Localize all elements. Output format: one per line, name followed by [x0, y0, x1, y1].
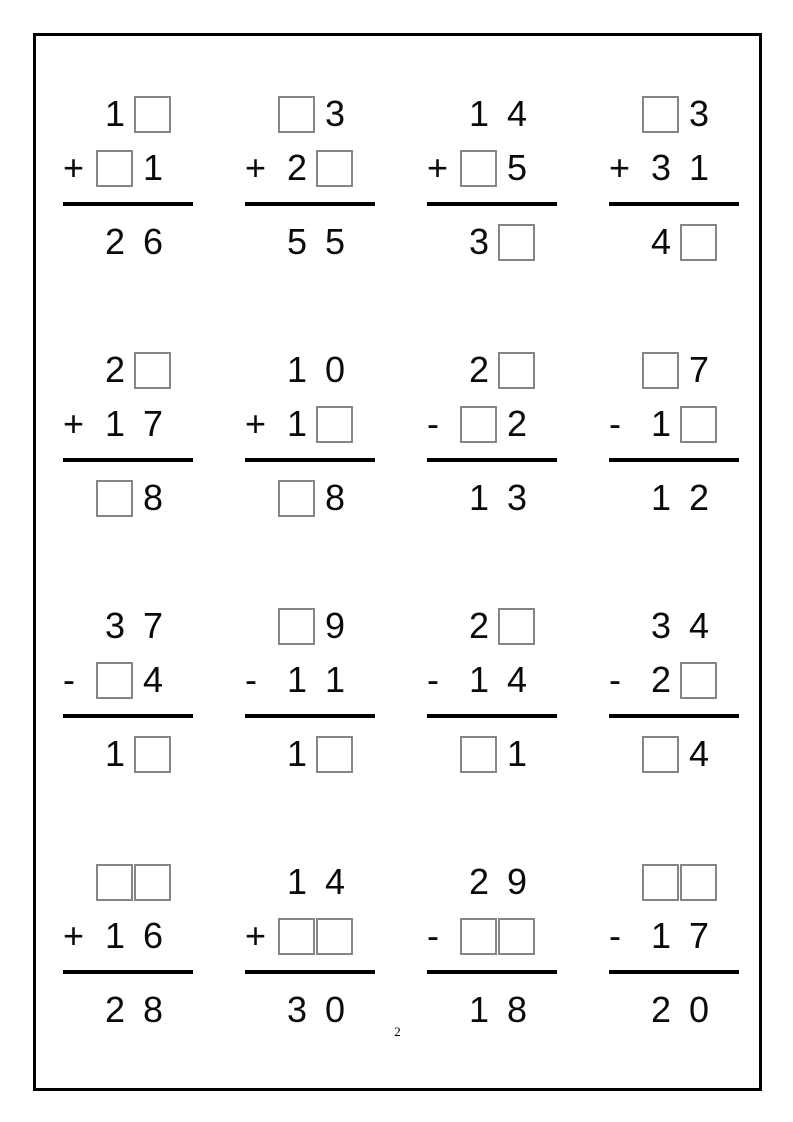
equals-line — [245, 970, 375, 974]
digit: 7 — [688, 349, 710, 390]
digit: 2 — [286, 147, 308, 188]
equals-line — [63, 714, 193, 718]
math-problem — [427, 94, 557, 264]
blank-answer-box[interactable] — [498, 352, 535, 389]
equals-line — [245, 458, 375, 462]
bottom-operand-row — [63, 404, 193, 444]
plus-operator: + — [245, 147, 267, 188]
blank-answer-box[interactable] — [316, 736, 353, 773]
digit: 2 — [104, 221, 126, 262]
math-problem — [245, 606, 375, 776]
digit: 3 — [688, 93, 710, 134]
blank-answer-box[interactable] — [460, 918, 497, 955]
digit: 2 — [650, 659, 672, 700]
top-operand-row — [245, 350, 375, 390]
blank-answer-box[interactable] — [316, 918, 353, 955]
bottom-operand-row — [609, 404, 739, 444]
result-row — [245, 222, 375, 262]
digit: 2 — [104, 989, 126, 1030]
plus-operator: + — [245, 403, 267, 444]
digit: 3 — [506, 477, 528, 518]
blank-answer-box[interactable] — [498, 608, 535, 645]
blank-answer-box[interactable] — [642, 864, 679, 901]
digit: 9 — [506, 861, 528, 902]
top-operand-row — [427, 350, 557, 390]
equals-line — [609, 458, 739, 462]
digit: 3 — [650, 605, 672, 646]
digit: 8 — [142, 989, 164, 1030]
result-row — [609, 478, 739, 518]
top-operand-row — [63, 606, 193, 646]
blank-answer-box[interactable] — [134, 96, 171, 133]
digit: 1 — [286, 733, 308, 774]
digit: 2 — [468, 605, 490, 646]
result-row — [609, 222, 739, 262]
math-problem — [609, 350, 739, 520]
bottom-operand-row — [609, 148, 739, 188]
blank-answer-box[interactable] — [498, 918, 535, 955]
plus-operator: + — [609, 147, 631, 188]
blank-answer-box[interactable] — [680, 406, 717, 443]
digit: 2 — [468, 861, 490, 902]
digit: 1 — [104, 915, 126, 956]
problems-grid — [63, 94, 739, 1032]
blank-answer-box[interactable] — [96, 480, 133, 517]
result-row — [63, 478, 193, 518]
minus-operator: - — [427, 659, 439, 700]
result-row — [427, 990, 557, 1030]
bottom-operand-row — [427, 660, 557, 700]
math-problem — [63, 350, 193, 520]
digit: 1 — [104, 93, 126, 134]
digit: 2 — [104, 349, 126, 390]
minus-operator: - — [609, 403, 621, 444]
blank-answer-box[interactable] — [316, 406, 353, 443]
digit: 1 — [286, 861, 308, 902]
result-row — [609, 990, 739, 1030]
blank-answer-box[interactable] — [278, 480, 315, 517]
bottom-operand-row — [63, 148, 193, 188]
blank-answer-box[interactable] — [460, 736, 497, 773]
result-row — [427, 478, 557, 518]
digit: 1 — [468, 659, 490, 700]
bottom-operand-row — [609, 916, 739, 956]
digit: 1 — [650, 915, 672, 956]
blank-answer-box[interactable] — [460, 406, 497, 443]
plus-operator: + — [63, 147, 85, 188]
equals-line — [63, 970, 193, 974]
top-operand-row — [609, 606, 739, 646]
blank-answer-box[interactable] — [680, 224, 717, 261]
math-problem — [609, 606, 739, 776]
result-row — [63, 734, 193, 774]
page-number: 2 — [394, 1024, 401, 1039]
plus-operator: + — [427, 147, 449, 188]
minus-operator: - — [245, 659, 257, 700]
plus-operator: + — [63, 915, 85, 956]
plus-operator: + — [63, 403, 85, 444]
math-problem — [427, 350, 557, 520]
digit: 5 — [286, 221, 308, 262]
result-row — [609, 734, 739, 774]
equals-line — [427, 714, 557, 718]
top-operand-row — [63, 94, 193, 134]
digit: 4 — [506, 659, 528, 700]
digit: 4 — [688, 605, 710, 646]
equals-line — [609, 714, 739, 718]
bottom-operand-row — [245, 660, 375, 700]
page-border — [33, 33, 762, 1091]
math-problem — [63, 94, 193, 264]
bottom-operand-row — [427, 148, 557, 188]
digit: 1 — [468, 477, 490, 518]
digit: 5 — [324, 221, 346, 262]
digit: 1 — [468, 989, 490, 1030]
digit: 1 — [286, 659, 308, 700]
digit: 6 — [142, 221, 164, 262]
digit: 1 — [142, 147, 164, 188]
top-operand-row — [63, 862, 193, 902]
digit: 1 — [688, 147, 710, 188]
math-problem — [245, 350, 375, 520]
minus-operator: - — [427, 915, 439, 956]
digit: 1 — [506, 733, 528, 774]
digit: 9 — [324, 605, 346, 646]
minus-operator: - — [63, 659, 75, 700]
equals-line — [63, 202, 193, 206]
math-problem — [245, 94, 375, 264]
blank-answer-box[interactable] — [96, 662, 133, 699]
blank-answer-box[interactable] — [278, 918, 315, 955]
top-operand-row — [427, 94, 557, 134]
digit: 1 — [104, 733, 126, 774]
digit: 8 — [506, 989, 528, 1030]
blank-answer-box[interactable] — [642, 736, 679, 773]
top-operand-row — [245, 606, 375, 646]
equals-line — [609, 970, 739, 974]
digit: 7 — [688, 915, 710, 956]
blank-answer-box[interactable] — [680, 662, 717, 699]
digit: 7 — [142, 403, 164, 444]
math-problem — [63, 862, 193, 1032]
digit: 4 — [324, 861, 346, 902]
math-problem — [609, 94, 739, 264]
digit: 1 — [468, 93, 490, 134]
math-problem — [427, 862, 557, 1032]
blank-answer-box[interactable] — [96, 150, 133, 187]
result-row — [245, 478, 375, 518]
digit: 3 — [286, 989, 308, 1030]
result-row — [63, 222, 193, 262]
equals-line — [245, 714, 375, 718]
math-problem — [609, 862, 739, 1032]
digit: 7 — [142, 605, 164, 646]
blank-answer-box[interactable] — [278, 96, 315, 133]
minus-operator: - — [609, 659, 621, 700]
result-row — [245, 734, 375, 774]
blank-answer-box[interactable] — [642, 352, 679, 389]
equals-line — [427, 970, 557, 974]
blank-answer-box[interactable] — [316, 150, 353, 187]
math-problem — [63, 606, 193, 776]
digit: 4 — [650, 221, 672, 262]
bottom-operand-row — [427, 404, 557, 444]
bottom-operand-row — [609, 660, 739, 700]
math-problem — [245, 862, 375, 1032]
top-operand-row — [63, 350, 193, 390]
digit: 3 — [324, 93, 346, 134]
digit: 3 — [650, 147, 672, 188]
bottom-operand-row — [245, 916, 375, 956]
equals-line — [427, 202, 557, 206]
equals-line — [427, 458, 557, 462]
digit: 1 — [104, 403, 126, 444]
bottom-operand-row — [427, 916, 557, 956]
digit: 2 — [506, 403, 528, 444]
digit: 2 — [468, 349, 490, 390]
top-operand-row — [427, 606, 557, 646]
top-operand-row — [609, 350, 739, 390]
blank-answer-box[interactable] — [96, 864, 133, 901]
blank-answer-box[interactable] — [498, 224, 535, 261]
equals-line — [245, 202, 375, 206]
digit: 3 — [104, 605, 126, 646]
result-row — [63, 990, 193, 1030]
digit: 4 — [142, 659, 164, 700]
plus-operator: + — [245, 915, 267, 956]
bottom-operand-row — [245, 404, 375, 444]
bottom-operand-row — [63, 660, 193, 700]
blank-answer-box[interactable] — [460, 150, 497, 187]
blank-answer-box[interactable] — [680, 864, 717, 901]
top-operand-row — [609, 94, 739, 134]
digit: 8 — [324, 477, 346, 518]
result-row — [427, 222, 557, 262]
blank-answer-box[interactable] — [642, 96, 679, 133]
digit: 0 — [324, 349, 346, 390]
equals-line — [63, 458, 193, 462]
minus-operator: - — [609, 915, 621, 956]
digit: 1 — [286, 403, 308, 444]
digit: 4 — [688, 733, 710, 774]
top-operand-row — [427, 862, 557, 902]
top-operand-row — [245, 862, 375, 902]
digit: 2 — [688, 477, 710, 518]
digit: 0 — [688, 989, 710, 1030]
digit: 1 — [650, 477, 672, 518]
math-problem — [427, 606, 557, 776]
result-row — [245, 990, 375, 1030]
blank-answer-box[interactable] — [134, 864, 171, 901]
equals-line — [609, 202, 739, 206]
digit: 1 — [650, 403, 672, 444]
digit: 0 — [324, 989, 346, 1030]
result-row — [427, 734, 557, 774]
digit: 8 — [142, 477, 164, 518]
blank-answer-box[interactable] — [278, 608, 315, 645]
digit: 2 — [650, 989, 672, 1030]
digit: 5 — [506, 147, 528, 188]
digit: 3 — [468, 221, 490, 262]
bottom-operand-row — [63, 916, 193, 956]
minus-operator: - — [427, 403, 439, 444]
digit: 1 — [286, 349, 308, 390]
blank-answer-box[interactable] — [134, 736, 171, 773]
digit: 6 — [142, 915, 164, 956]
blank-answer-box[interactable] — [134, 352, 171, 389]
digit: 1 — [324, 659, 346, 700]
bottom-operand-row — [245, 148, 375, 188]
top-operand-row — [609, 862, 739, 902]
digit: 4 — [506, 93, 528, 134]
top-operand-row — [245, 94, 375, 134]
